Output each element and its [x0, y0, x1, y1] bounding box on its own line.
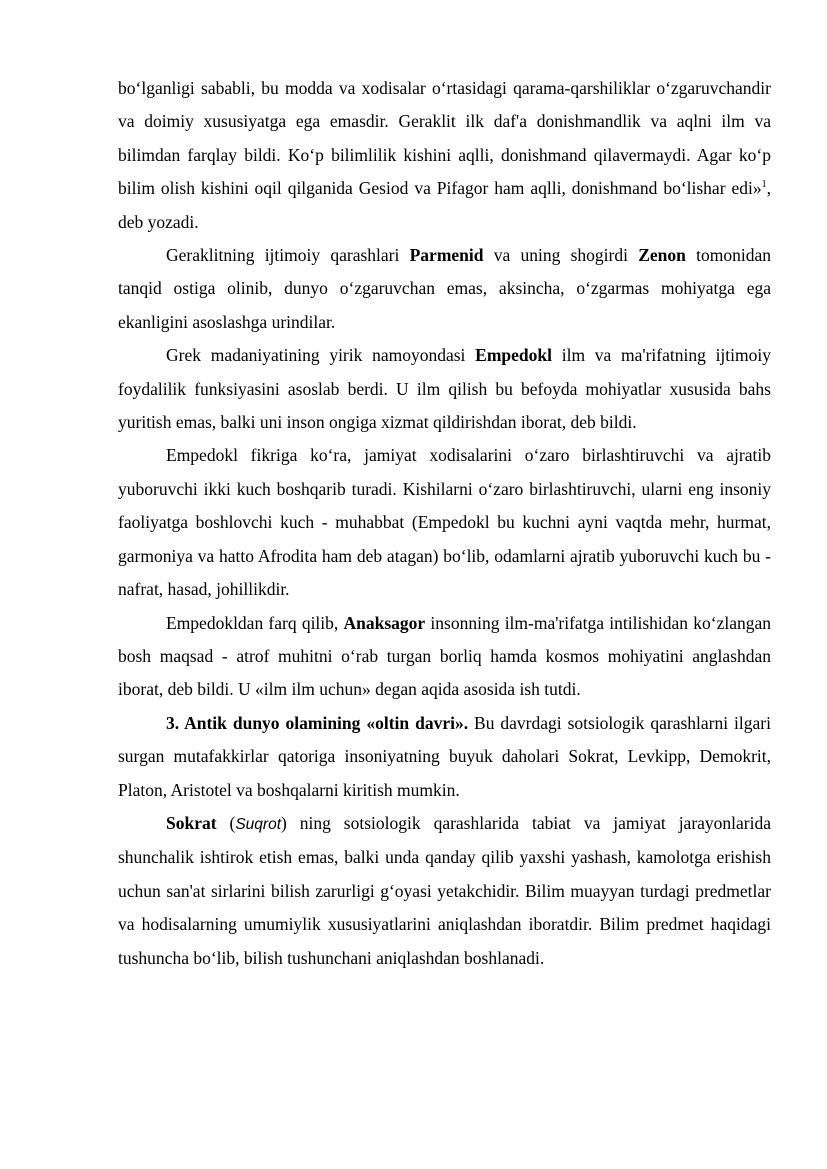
name-suqrot: Suqrot	[235, 815, 281, 833]
paragraph-2-text-b: va uning shogirdi	[483, 245, 639, 266]
paragraph-1-text: bo‘lganligi sababli, bu modda va xodisalar o‘rtasidagi qarama-qarshiliklar o‘zgaruvchandir va doimiy xususiyatga ega emasdir. Geraklit ilk daf'a donishmandlik va aqlni ilm va bilimdan farqlay bildi. Ko‘p bilimlilik kishini aqlli, donishmand qilavermaydi. Agar ko‘p bilim olish kishini oqil qilganida Gesiod va Pifagor ham aqlli, donishmand bo‘lishar edi»	[118, 78, 771, 199]
paragraph-2	[118, 239, 771, 339]
paragraph-5-text-a: Empedokldan farq qilib,	[166, 612, 344, 633]
footnote-marker[interactable]: 1	[761, 179, 767, 191]
paragraph-6-text: Bu davrdagi sotsiologik qarashlarni ilgari surgan mutafakkirlar qatoriga insoniyatning buyuk daholari Sokrat, Levkipp, Demokrit, Platon, Aristotel va boshqalarni kiritish mumkin.	[118, 712, 771, 800]
paragraph-1-end: , deb yozadi.	[118, 178, 771, 232]
paragraph-3	[118, 339, 771, 439]
paragraph-2-text-a: Geraklitning ijtimoiy qarashlari	[166, 245, 410, 266]
document-page	[118, 72, 771, 975]
paragraph-1	[118, 72, 771, 239]
paragraph-4: Empedokl fikriga ko‘ra, jamiyat xodisalarini o‘zaro birlashtiruvchi va ajratib yuboruvchi ikki kuch boshqarib turadi. Kishilarni o‘zaro birlashtiruvchi, ularni eng insoniy faoliyatga boshlovchi kuch - muhabbat (Empedokl bu kuchni ayni vaqtda mehr, hurmat, garmoniya va hatto Afrodita ham deb atagan) bo‘lib, odamlarni ajratib yuboruvchi kuch bu - nafrat, hasad, johillikdir.	[118, 445, 771, 600]
paragraph-5-text-b: insonning ilm-ma'rifatga intilishidan ko‘zlangan bosh maqsad - atrof muhitni o‘rab turgan borliq hamda kosmos mohiyatini anglashdan iborat, deb bildi. U «ilm ilm uchun» degan aqida asosida ish tutdi.	[118, 612, 771, 700]
name-sokrat: Sokrat	[166, 812, 217, 833]
paragraph-5	[118, 607, 771, 707]
name-zenon: Zenon	[638, 245, 686, 266]
paragraph-3-text-a: Grek madaniyatining yirik namoyondasi	[166, 345, 476, 366]
paragraph-7	[118, 807, 771, 975]
paragraph-2-text-c: tomonidan tanqid ostiga olinib, dunyo o‘zgaruvchan emas, aksincha, o‘zgarmas mohiyatga ega ekanligini asoslashga urindilar.	[118, 245, 771, 332]
paragraph-3-text-b: ilm va ma'rifatning ijtimoiy foydalilik funksiyasini asoslab berdi. U ilm qilish bu befoyda mohiyatlar xususida bahs yuritish emas, balki uni inson ongiga xizmat qildirishdan iborat, deb bildi.	[118, 345, 771, 433]
paren-open: (	[216, 812, 236, 833]
paragraph-7-text: ) ning sotsiologik qarashlarida tabiat va jamiyat jarayonlarida shunchalik ishtirok etish emas, balki unda qanday qilib yaxshi yashash, kamolotga erishish uchun san'at sirlarini bilish zarurligi g‘oyasi yetakchidir. Bilim muayyan turdagi predmetlar va hodisalarning umumiylik xususiyatlarini aniqlashdan iboratdir. Bilim predmet haqidagi tushuncha bo‘lib, bilish tushunchani aniqlashdan boshlanadi.	[118, 812, 771, 968]
name-empedokl: Empedokl	[475, 345, 552, 366]
paragraph-6	[118, 707, 771, 807]
section-heading: 3. Antik dunyo olamining «oltin davri».	[166, 712, 469, 733]
name-parmenid: Parmenid	[409, 245, 484, 266]
name-anaksagor: Anaksagor	[343, 612, 426, 633]
